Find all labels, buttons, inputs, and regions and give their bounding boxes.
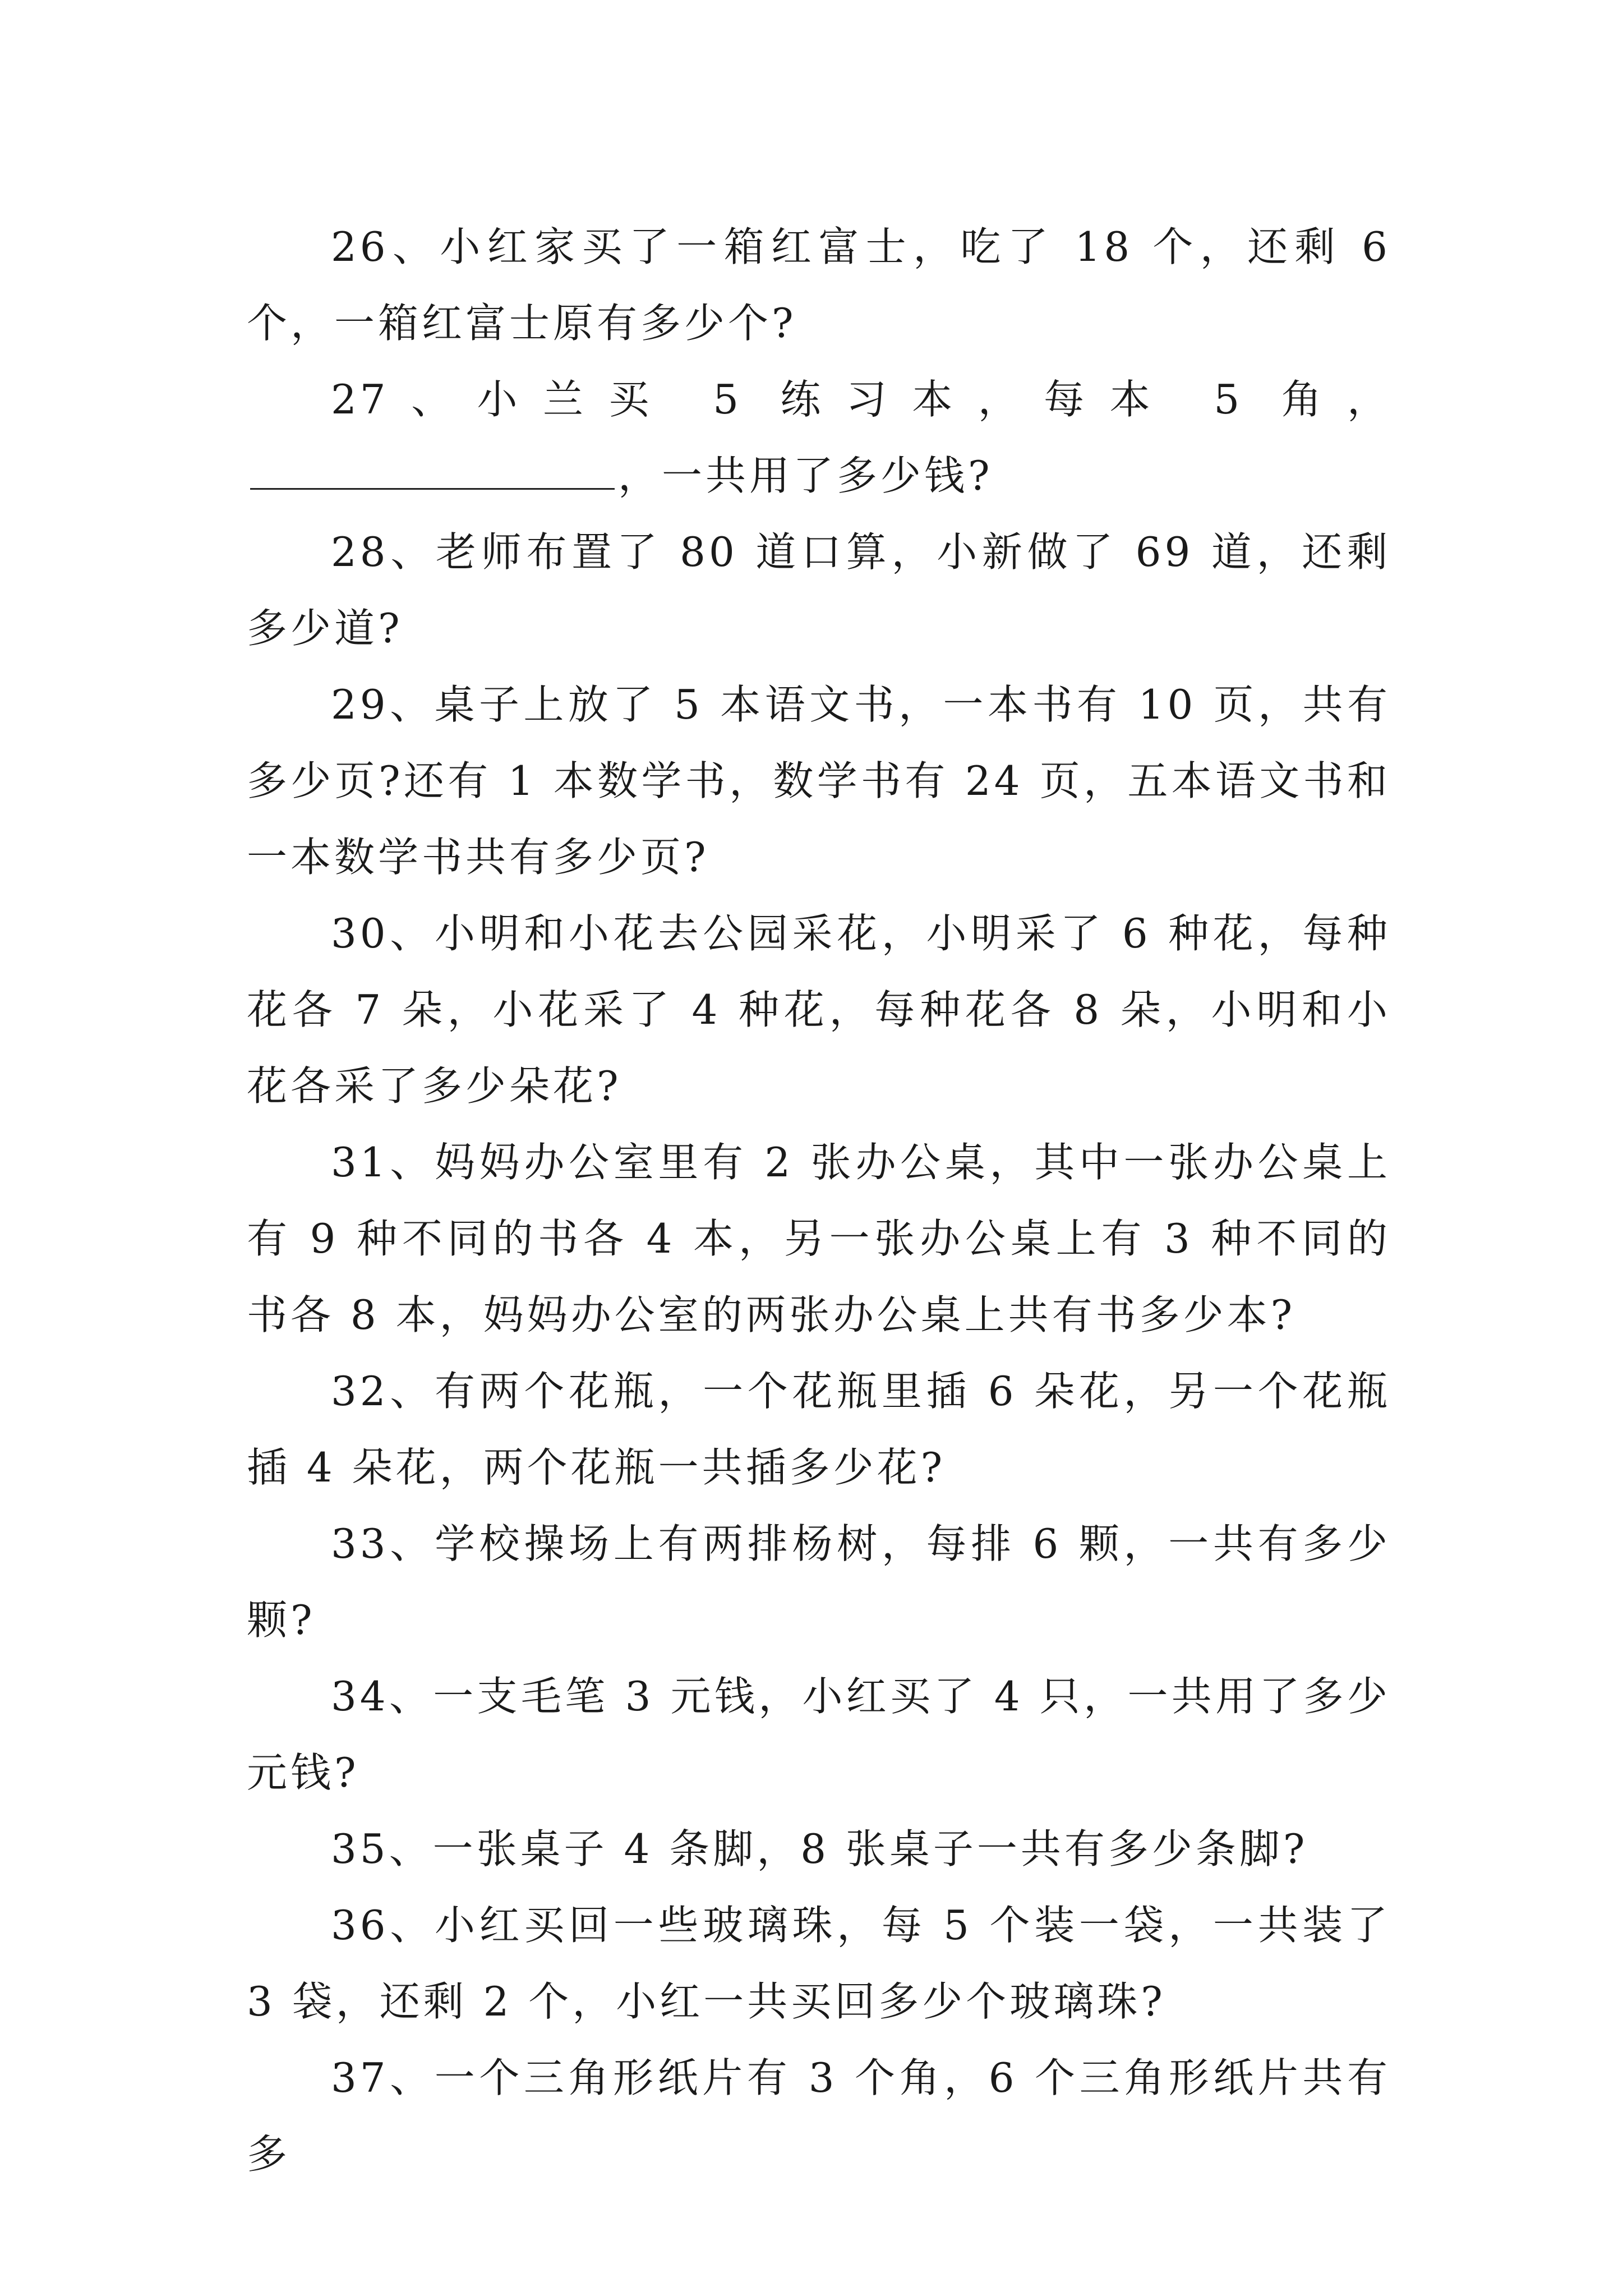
problem-33: 33、学校操场上有两排杨树，每排 6 颗，一共有多少颗? [247,1520,1391,1644]
answer-blank [250,449,615,490]
problem-27-text-after: ，一共用了多少钱? [618,452,993,499]
problem-27 [247,361,1391,514]
problem-36: 36、小红买回一些玻璃珠，每 5 个装一袋，一共装了 3 袋，还剩 2 个，小红一共买回多少个玻璃珠? [247,1902,1391,2025]
problem-30: 30、小明和小花去公园采花，小明采了 6 种花，每种花各 7 朵，小花采了 4 种花，每种花各 8 朵，小明和小花各采了多少朵花? [247,910,1391,1110]
problem-29: 29、桌子上放了 5 本语文书，一本书有 10 页，共有多少页?还有 1 本数学书，数学书有 24 页，五本语文书和一本数学书共有多少页? [247,681,1391,881]
problem-31: 31、妈妈办公室里有 2 张办公桌，其中一张办公桌上有 9 种不同的书各 4 本，另一张办公桌上有 3 种不同的书各 8 本，妈妈办公室的两张办公桌上共有书多少本? [247,1139,1391,1338]
problem-34: 34、一支毛笔 3 元钱，小红买了 4 只，一共用了多少元钱? [247,1673,1391,1796]
problem-list [247,209,1391,2192]
problem-26: 26、小红家买了一箱红富士，吃了 18 个，还剩 6 个，一箱红富士原有多少个? [247,223,1391,347]
problem-37: 37、一个三角形纸片有 3 个角，6 个三角形纸片共有多 [247,2054,1391,2178]
problem-27-text-before: 27、小兰买 5 练习本，每本 5 角， [331,376,1391,423]
problem-32: 32、有两个花瓶，一个花瓶里插 6 朵花，另一个花瓶插 4 朵花，两个花瓶一共插多少花? [247,1368,1391,1491]
problem-35: 35、一张桌子 4 条脚，8 张桌子一共有多少条脚? [331,1825,1308,1872]
problem-28: 28、老师布置了 80 道口算，小新做了 69 道，还剩多少道? [247,528,1391,652]
